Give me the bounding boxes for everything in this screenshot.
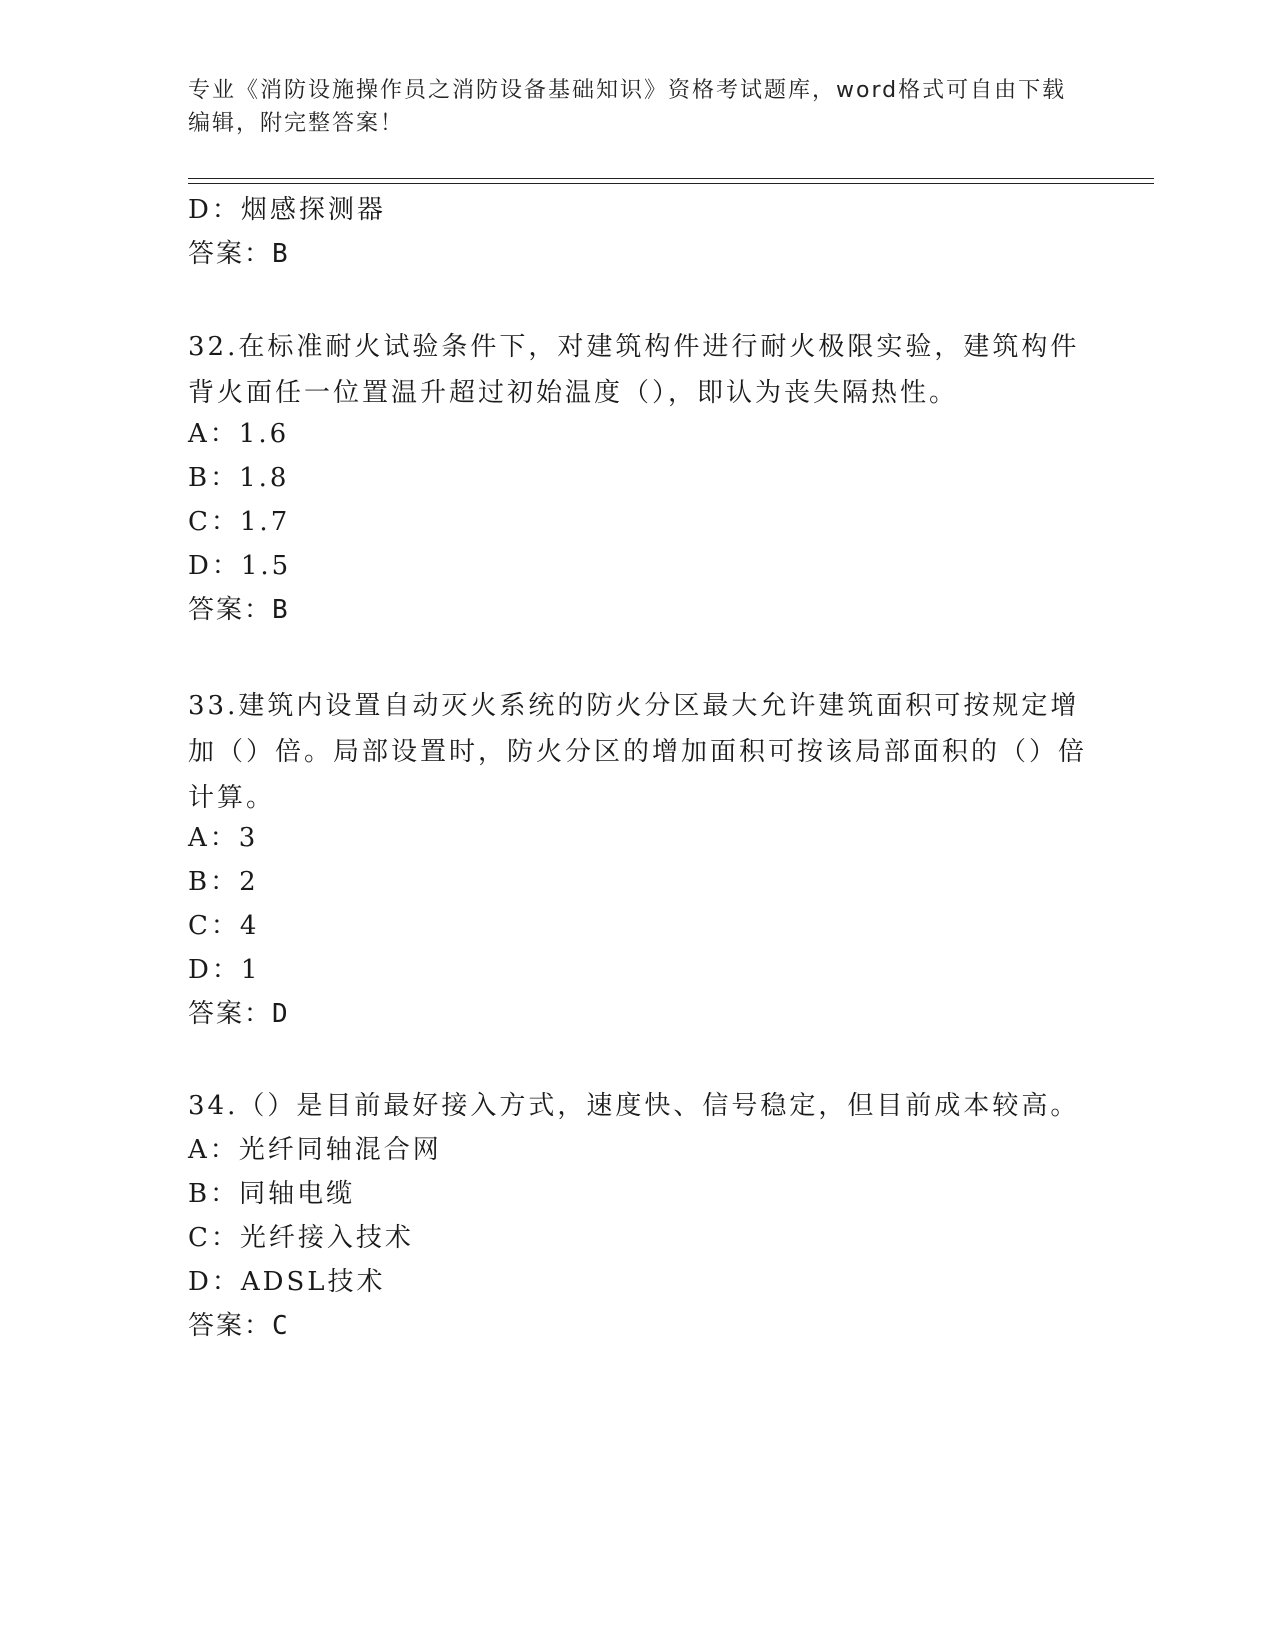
answer-key: D bbox=[272, 999, 290, 1029]
answer-label: 答案： bbox=[188, 595, 273, 625]
question-34-option-a: A：光纤同轴混合网 bbox=[188, 1135, 442, 1165]
answer-key: B bbox=[272, 595, 290, 625]
question-34-option-c: C：光纤接入技术 bbox=[188, 1223, 414, 1253]
question-32-text: 32.在标准耐火试验条件下，对建筑构件进行耐火极限实验，建筑构件背火面任一位置温升超过初始温度（），即认为丧失隔热性。 bbox=[188, 332, 1080, 408]
question-32-option-c: C：1.7 bbox=[188, 507, 291, 537]
header-divider-bottom bbox=[188, 183, 1154, 184]
question-33-option-d: D：1 bbox=[188, 955, 261, 985]
answer-label: 答案： bbox=[188, 999, 273, 1029]
answer-key: C bbox=[272, 1311, 290, 1341]
document-header: 专业《消防设施操作员之消防设备基础知识》资格考试题库，word格式可自由下载编辑，附完整答案！ bbox=[188, 78, 1067, 136]
question-34-option-d: D：ADSL技术 bbox=[188, 1267, 386, 1297]
header-divider-top bbox=[188, 178, 1154, 179]
prev-option-d: D：烟感探测器 bbox=[188, 195, 386, 225]
question-34-answer bbox=[188, 1306, 290, 1346]
question-33-option-b: B：2 bbox=[188, 867, 259, 897]
question-32-option-d: D：1.5 bbox=[188, 551, 292, 581]
answer-label: 答案： bbox=[188, 1311, 273, 1341]
question-32-answer bbox=[188, 590, 290, 630]
prev-answer bbox=[188, 234, 290, 274]
answer-label: 答案： bbox=[188, 239, 273, 269]
question-33-option-a: A：3 bbox=[188, 823, 259, 853]
question-33-option-c: C：4 bbox=[188, 911, 260, 941]
question-32-option-b: B：1.8 bbox=[188, 463, 290, 493]
question-33-text: 33.建筑内设置自动灭火系统的防火分区最大允许建筑面积可按规定增加（）倍。局部设置时，防火分区的增加面积可按该局部面积的（）倍计算。 bbox=[188, 691, 1088, 813]
question-32-option-a: A：1.6 bbox=[188, 419, 290, 449]
answer-key: B bbox=[272, 239, 290, 269]
question-33-answer bbox=[188, 994, 290, 1034]
question-34-text: 34.（）是目前最好接入方式，速度快、信号稳定，但目前成本较高。 bbox=[188, 1091, 1080, 1121]
question-34-option-b: B：同轴电缆 bbox=[188, 1179, 356, 1209]
